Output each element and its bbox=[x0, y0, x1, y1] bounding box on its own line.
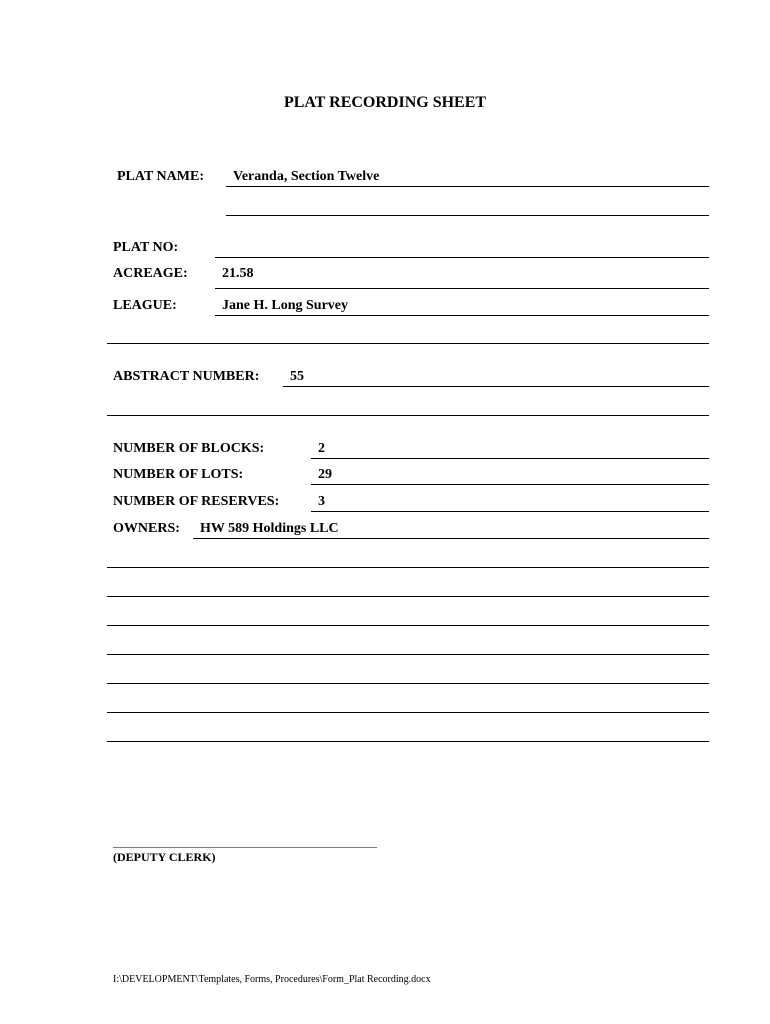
owners-underline bbox=[193, 538, 709, 539]
section-divider bbox=[107, 415, 709, 416]
number-of-reserves-underline bbox=[311, 511, 709, 512]
plat-no-label: PLAT NO: bbox=[113, 240, 179, 255]
number-of-lots-label: NUMBER OF LOTS: bbox=[113, 467, 244, 482]
section-divider bbox=[107, 343, 709, 344]
plat-name-second-line bbox=[226, 215, 709, 216]
number-of-blocks-value[interactable]: 2 bbox=[318, 441, 325, 456]
abstract-number-underline bbox=[283, 386, 709, 387]
page-title: PLAT RECORDING SHEET bbox=[283, 94, 487, 111]
owners-extra-line bbox=[107, 712, 709, 713]
number-of-blocks-label: NUMBER OF BLOCKS: bbox=[113, 441, 265, 456]
plat-name-value[interactable]: Veranda, Section Twelve bbox=[233, 169, 380, 184]
owners-extra-line bbox=[107, 596, 709, 597]
deputy-clerk-label: (DEPUTY CLERK) bbox=[113, 850, 216, 864]
abstract-number-value[interactable]: 55 bbox=[290, 369, 304, 384]
number-of-reserves-value[interactable]: 3 bbox=[318, 494, 325, 509]
acreage-value[interactable]: 21.58 bbox=[222, 266, 254, 281]
number-of-lots-value[interactable]: 29 bbox=[318, 467, 332, 482]
number-of-lots-underline bbox=[311, 484, 709, 485]
owners-value[interactable]: HW 589 Holdings LLC bbox=[200, 521, 339, 536]
plat-name-label: PLAT NAME: bbox=[117, 169, 204, 184]
owners-extra-line bbox=[107, 654, 709, 655]
owners-extra-line bbox=[107, 567, 709, 568]
number-of-blocks-underline bbox=[311, 458, 709, 459]
plat-no-underline bbox=[215, 257, 709, 258]
number-of-reserves-label: NUMBER OF RESERVES: bbox=[113, 494, 280, 509]
plat-name-underline bbox=[226, 186, 709, 187]
signature-line: ________________________________________________ bbox=[113, 837, 377, 849]
acreage-label: ACREAGE: bbox=[113, 266, 188, 281]
league-value[interactable]: Jane H. Long Survey bbox=[222, 298, 349, 313]
league-label: LEAGUE: bbox=[113, 298, 177, 313]
owners-extra-line bbox=[107, 625, 709, 626]
owners-extra-line bbox=[107, 683, 709, 684]
league-underline bbox=[215, 315, 709, 316]
acreage-underline bbox=[215, 288, 709, 289]
owners-label: OWNERS: bbox=[113, 521, 180, 536]
footer-file-path: I:\DEVELOPMENT\Templates, Forms, Procedures\Form_Plat Recording.docx bbox=[113, 974, 431, 985]
abstract-number-label: ABSTRACT NUMBER: bbox=[113, 369, 260, 384]
owners-extra-line bbox=[107, 741, 709, 742]
